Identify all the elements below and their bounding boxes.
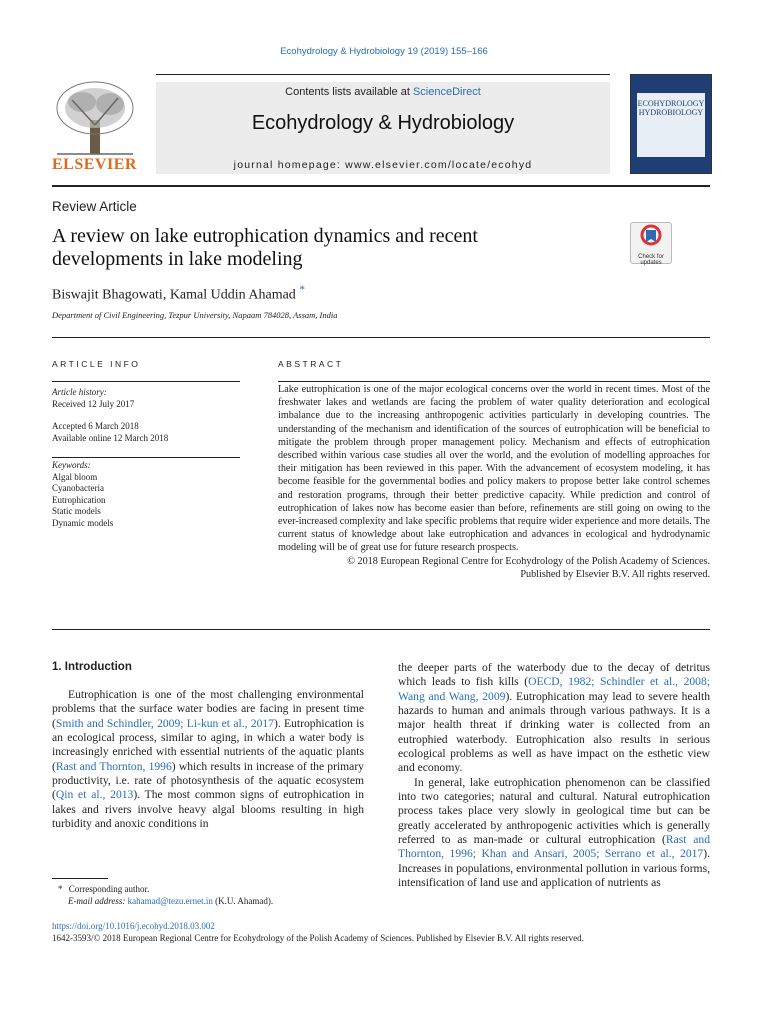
article-history (52, 387, 240, 444)
journal-homepage (156, 159, 610, 171)
section-heading-introduction: 1. Introduction (52, 661, 132, 673)
keyword: Algal bloom (52, 471, 98, 482)
article-info-heading: ARTICLE INFO (52, 359, 141, 369)
divider (52, 457, 240, 458)
citation-link[interactable]: Rast and Thornton, 1996; Khan and Ansari, 2005; Serrano et al., 2017 (398, 833, 711, 861)
accepted-date: Accepted 6 March 2018 (52, 421, 139, 431)
body-text: ). The most common signs of eutrophication in lakes and rivers involve heavy algal blooms resulting in high turbidity and anoxic conditions in (52, 788, 364, 831)
author-list (52, 283, 305, 304)
check-for-updates-button[interactable] (630, 222, 672, 264)
body-text: Eutrophication is one of the most challenging environmental problems that the surface water bodies are facing in present time ( (52, 688, 364, 730)
keywords-block (52, 460, 240, 529)
body-text: ). Increases in populations, environmental pollution in various forms, intensification of land use and application of nutrients as (398, 847, 710, 890)
body-text: ) which results in increase of the primary productivity, i.e. rate of photosynthesis of the aquatic ecosystem ( (52, 759, 364, 802)
abstract-copyright: © 2018 European Regional Centre for Ecohydrology of the Polish Academy of Sciences. (347, 555, 710, 567)
citation-link[interactable]: OECD, 1982; Schindler et al., 2008; Wang and Wang, 2009 (398, 675, 710, 703)
footnote-mark: * (58, 884, 63, 894)
citation-link[interactable]: Smith and Schindler, 2009; Li-kun et al., 2017 (55, 716, 274, 730)
citation-link[interactable]: Qin et al., 2013 (55, 788, 134, 802)
elsevier-wordmark: ELSEVIER (52, 156, 137, 173)
footnote-rule (52, 878, 108, 879)
abstract-heading: ABSTRACT (278, 359, 344, 369)
sciencedirect-link[interactable]: ScienceDirect (412, 86, 481, 98)
email-line (58, 895, 358, 907)
history-label: Article history: (52, 387, 107, 397)
received-date: Received 12 July 2017 (52, 398, 135, 409)
issn-copyright: 1642-3593/© 2018 European Regional Centre for Ecohydrology of the Polish Academy of Sciences. Published by Elsevier B.V. All rights reserved. (52, 933, 584, 943)
homepage-prefix: journal homepage: (233, 159, 346, 171)
keyword: Eutrophication (52, 494, 106, 505)
keyword: Cyanobacteria (52, 483, 104, 493)
intro-right-column (398, 661, 710, 891)
check-updates-label: Check for updates (638, 254, 664, 266)
header-top-rule (156, 74, 610, 75)
intro-paragraph-continued (398, 661, 710, 776)
intro-paragraph-1 (52, 688, 364, 831)
cover-image (637, 93, 705, 157)
keywords-label: Keywords: (52, 460, 91, 470)
contents-line (156, 86, 610, 98)
abstract-publisher: Published by Elsevier B.V. All rights reserved. (520, 568, 710, 580)
divider (52, 381, 240, 382)
cover-title: ECOHYDROLOGY HYDROBIOLOGY (637, 99, 705, 117)
journal-cover[interactable] (630, 74, 712, 174)
corresponding-author-note (58, 883, 358, 895)
corresponding-author-mark[interactable]: * (299, 283, 306, 296)
article-title: A review on lake eutrophication dynamics and recent developments in lake modeling (52, 225, 478, 270)
body-text: ). Eutrophication is an ecological process, similar to aging, in which a water body is increasingly enriched with essential nutrients of the aquatic plants ( (52, 716, 364, 773)
available-date: Available online 12 March 2018 (52, 432, 169, 443)
journal-title: Ecohydrology & Hydrobiology (251, 112, 515, 134)
bookmark-icon (631, 223, 671, 249)
journal-header (156, 82, 610, 174)
body-text: the deeper parts of the waterbody due to the decay of detritus which leads to fish kills ( (398, 661, 710, 689)
homepage-link[interactable]: www.elsevier.com/locate/ecohyd (345, 159, 533, 171)
doi-link[interactable]: https://doi.org/10.1016/j.ecohyd.2018.03.002 (52, 921, 215, 931)
header-bottom-rule (52, 185, 710, 187)
abstract-text: Lake eutrophication is one of the major ecological concerns over the world in recent times. Most of the freshwater lakes and wetlands are facing the problem of water quality deterioration and ecological imbalance due to the increasing anthropogenic activities particularly in developing countries. The understanding of the mechanism and identification of the sources of eutrophication will be beneficial to mitigate the problem through proper management policy. Mechanism and effects of eutrophication described within various case studies all over the world, and the evolution of modelling approaches for their mitigation has been reviewed in this paper. With the advancement of ecosystem modeling, it has become feasible for the governmental bodies and policy makers to propose better lake control schemes and restoration programs, through their better predictive capacity. While prediction and control of eutrophication of lakes now has become easier than before, refinements are still going on owing to the ever-increased complexity and lake specific problems that require wider experience and more details. The current status of knowledge about lake eutrophication and advances in ecological and hydrodynamic modeling will be of great use for future research prospects. (278, 384, 710, 554)
journal-citation[interactable]: Ecohydrology & Hydrobiology 19 (2019) 155–166 (280, 46, 488, 57)
contents-prefix: Contents lists available at (285, 86, 413, 98)
elsevier-logo (52, 80, 138, 174)
keyword: Dynamic models (52, 517, 114, 528)
intro-paragraph-2 (398, 776, 710, 891)
corresponding-label: Corresponding author. (68, 884, 150, 894)
article-type: Review Article (52, 199, 137, 214)
tree-icon (52, 80, 138, 156)
keyword: Static models (52, 506, 101, 516)
body-text: In general, lake eutrophication phenomenon can be classified into two categories; natural and cultural. Natural eutrophication process takes place very slowly in geological time but can be greatly accelerated by anthropogenic activities which is generally referred to as man-made or cultural eutrophication ( (398, 775, 710, 847)
email-suffix: (K.U. Ahamad). (215, 896, 274, 906)
divider (278, 381, 710, 382)
email-label: E-mail address: (68, 896, 126, 906)
abstract-text-block (278, 383, 710, 581)
citation-link[interactable]: Rast and Thornton, 1996 (55, 759, 172, 773)
divider (52, 629, 710, 630)
footnote (58, 883, 358, 907)
email-link[interactable]: kahamad@tezu.ernet.in (127, 896, 213, 906)
authors: Biswajit Bhagowati, Kamal Uddin Ahamad (52, 287, 296, 303)
affiliation: Department of Civil Engineering, Tezpur University, Napaam 784028, Assam, India (52, 310, 338, 320)
body-text: ). Eutrophication may lead to severe health hazards to human and animals through various pathways. It is a major health threat if drinking water is collected from an eutrophied waterbody. Eutrophication also results in serious ecological problems as well as have impact on the esthetic view and economy. (398, 689, 710, 775)
divider (52, 337, 710, 338)
